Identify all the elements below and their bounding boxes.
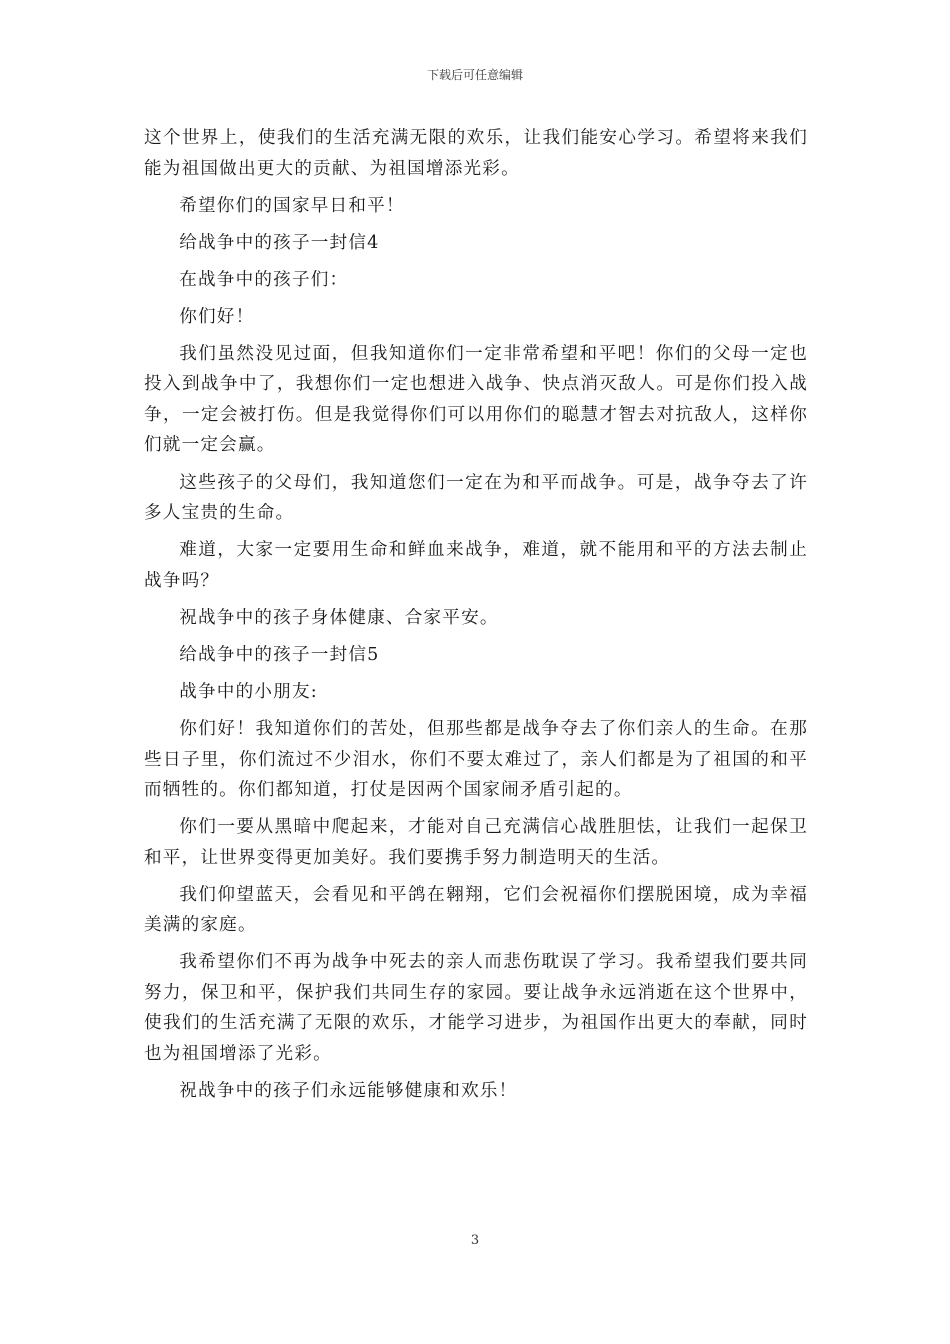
paragraph: 难道，大家一定要用生命和鲜血来战争，难道，就不能用和平的方法去制止战争吗？ (144, 540, 808, 591)
section-title: 给战争中的孩子一封信5 (179, 644, 380, 665)
paragraph: 你们好！我知道你们的苦处，但那些都是战争夺去了你们亲人的生命。在那些日子里，你们流过不少泪水，你们不要太难过了，亲人们都是为了祖国的和平而牺牲的。你们都知道，打仗是因两个国家闹矛盾引起的。 (144, 719, 808, 801)
page-number: 3 (470, 1233, 480, 1248)
salutation: 在战争中的孩子们： (179, 269, 349, 290)
paragraph: 我希望你们不再为战争中死去的亲人而悲伤耽误了学习。我希望我们要共同努力，保卫和平，保护我们共同生存的家园。要让战争永远消逝在这个世界中，使我们的生活充满了无限的欢乐，才能学习进步，为祖国作出更大的奉献，同时也为祖国增添了光彩。 (144, 952, 808, 1064)
page-header: 下载后可任意编辑 (426, 68, 523, 82)
closing: 祝战争中的孩子们永远能够健康和欢乐！ (179, 1080, 518, 1101)
greeting: 你们好！ (179, 306, 255, 327)
closing: 祝战争中的孩子身体健康、合家平安。 (179, 607, 499, 628)
section-title: 给战争中的孩子一封信4 (179, 232, 380, 253)
paragraph: 希望你们的国家早日和平！ (179, 195, 405, 216)
paragraph: 你们一要从黑暗中爬起来，才能对自己充满信心战胜胆怯，让我们一起保卫和平，让世界变得更加美好。我们要携手努力制造明天的生活。 (144, 817, 808, 868)
paragraph: 这个世界上，使我们的生活充满无限的欢乐，让我们能安心学习。希望将来我们能为祖国做出更大的贡献、为祖国增添光彩。 (144, 128, 808, 179)
paragraph: 我们仰望蓝天，会看见和平鸽在翱翔，它们会祝福你们摆脱困境，成为幸福美满的家庭。 (144, 884, 808, 936)
paragraph: 我们虽然没见过面，但我知道你们一定非常希望和平吧！你们的父母一定也投入到战争中了，我想你们一定也想进入战争、快点消灭敌人。可是你们投入战争，一定会被打伤。但是我觉得你们可以用你们的聪慧才智去对抗敌人，这样你们就一定会赢。 (144, 343, 808, 456)
paragraph: 这些孩子的父母们，我知道您们一定在为和平而战争。可是，战争夺去了许多人宝贵的生命。 (144, 472, 808, 524)
salutation: 战争中的小朋友: (179, 681, 318, 702)
document-body (144, 123, 808, 1113)
